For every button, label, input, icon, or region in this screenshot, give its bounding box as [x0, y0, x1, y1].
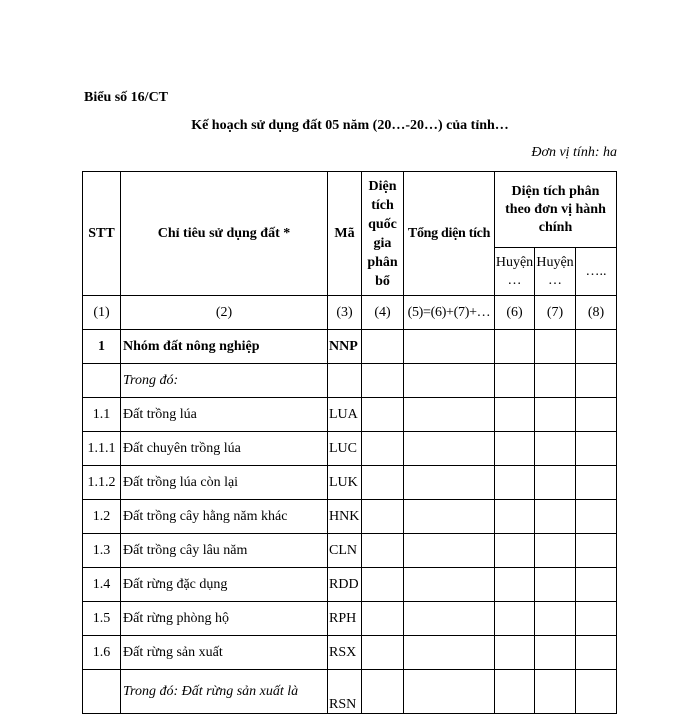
row-indicator: Đất trồng lúa còn lại: [121, 466, 328, 500]
row-indicator: Đất trồng cây lâu năm: [121, 534, 328, 568]
empty-cell: [535, 534, 576, 568]
row-stt: 1: [83, 330, 121, 364]
empty-cell: [404, 602, 495, 636]
unit-note: Đơn vị tính: ha: [531, 145, 617, 160]
empty-cell: [404, 534, 495, 568]
row-code: LUA: [328, 398, 362, 432]
row-stt: 1.3: [83, 534, 121, 568]
empty-cell: [535, 364, 576, 398]
empty-cell: [495, 534, 535, 568]
row-code: HNK: [328, 500, 362, 534]
row-indicator: Nhóm đất nông nghiệp: [121, 330, 328, 364]
table-row: [83, 602, 617, 636]
row-code: LUK: [328, 466, 362, 500]
table-row: [83, 534, 617, 568]
column-number: (3): [328, 296, 362, 330]
row-stt: 1.6: [83, 636, 121, 670]
empty-cell: [404, 568, 495, 602]
row-indicator: Đất trồng lúa: [121, 398, 328, 432]
empty-cell: [535, 432, 576, 466]
empty-cell: [576, 398, 617, 432]
empty-cell: [535, 330, 576, 364]
table-row: [83, 670, 617, 714]
empty-cell: [576, 636, 617, 670]
row-indicator: Trong đó:: [121, 364, 328, 398]
column-number: (4): [362, 296, 404, 330]
land-use-table: [82, 171, 617, 714]
empty-cell: [576, 330, 617, 364]
empty-cell: [495, 636, 535, 670]
row-indicator: Đất trồng cây hằng năm khác: [121, 500, 328, 534]
column-number-row: [83, 296, 617, 330]
empty-cell: [362, 670, 404, 714]
table-row: [83, 398, 617, 432]
empty-cell: [404, 636, 495, 670]
row-indicator: Đất chuyên trồng lúa: [121, 432, 328, 466]
empty-cell: [495, 330, 535, 364]
empty-cell: [576, 432, 617, 466]
header-district-1: Huyện …: [495, 248, 535, 296]
empty-cell: [495, 568, 535, 602]
empty-cell: [495, 602, 535, 636]
column-number: (6): [495, 296, 535, 330]
empty-cell: [404, 500, 495, 534]
row-stt: 1.1.2: [83, 466, 121, 500]
empty-cell: [404, 466, 495, 500]
row-indicator: Đất rừng phòng hộ: [121, 602, 328, 636]
header-code: Mã: [328, 172, 362, 296]
empty-cell: [362, 398, 404, 432]
empty-cell: [362, 636, 404, 670]
empty-cell: [576, 568, 617, 602]
column-number: (2): [121, 296, 328, 330]
empty-cell: [362, 330, 404, 364]
empty-cell: [362, 602, 404, 636]
empty-cell: [495, 500, 535, 534]
empty-cell: [362, 364, 404, 398]
empty-cell: [362, 466, 404, 500]
empty-cell: [362, 500, 404, 534]
table-row: [83, 500, 617, 534]
empty-cell: [495, 398, 535, 432]
row-code: RPH: [328, 602, 362, 636]
header-district-2: Huyện …: [535, 248, 576, 296]
empty-cell: [576, 534, 617, 568]
empty-cell: [495, 432, 535, 466]
column-number: (7): [535, 296, 576, 330]
row-indicator: Đất rừng đặc dụng: [121, 568, 328, 602]
empty-cell: [495, 670, 535, 714]
column-number: (1): [83, 296, 121, 330]
row-code: RSN: [328, 670, 362, 714]
row-indicator: Trong đó: Đất rừng sản xuất là: [121, 670, 328, 714]
empty-cell: [576, 670, 617, 714]
empty-cell: [362, 534, 404, 568]
empty-cell: [576, 466, 617, 500]
row-code: RDD: [328, 568, 362, 602]
row-code: LUC: [328, 432, 362, 466]
empty-cell: [576, 364, 617, 398]
empty-cell: [362, 568, 404, 602]
header-stt: STT: [83, 172, 121, 296]
row-code: CLN: [328, 534, 362, 568]
empty-cell: [535, 568, 576, 602]
table-row: [83, 568, 617, 602]
table-row: [83, 466, 617, 500]
form-code: Biểu số 16/CT: [84, 90, 169, 105]
row-stt: 1.5: [83, 602, 121, 636]
row-indicator: Đất rừng sản xuất: [121, 636, 328, 670]
row-stt: 1.4: [83, 568, 121, 602]
empty-cell: [535, 670, 576, 714]
header-admin-group: Diện tích phân theo đơn vị hành chính: [495, 172, 617, 248]
row-code: RSX: [328, 636, 362, 670]
header-indicator: Chỉ tiêu sử dụng đất *: [121, 172, 328, 296]
empty-cell: [535, 500, 576, 534]
empty-cell: [576, 602, 617, 636]
row-stt: 1.1: [83, 398, 121, 432]
column-number: (5)=(6)+(7)+…: [404, 296, 495, 330]
row-stt: [83, 364, 121, 398]
header-more: …..: [576, 248, 617, 296]
empty-cell: [404, 330, 495, 364]
column-number: (8): [576, 296, 617, 330]
row-stt: 1.1.1: [83, 432, 121, 466]
table-row: [83, 330, 617, 364]
row-stt: 1.2: [83, 500, 121, 534]
row-code: [328, 364, 362, 398]
table-row: [83, 636, 617, 670]
empty-cell: [495, 466, 535, 500]
empty-cell: [404, 398, 495, 432]
empty-cell: [362, 432, 404, 466]
empty-cell: [495, 364, 535, 398]
header-national-allocation: Diện tích quốc gia phân bổ: [362, 172, 404, 296]
empty-cell: [404, 364, 495, 398]
empty-cell: [535, 466, 576, 500]
table-row: [83, 432, 617, 466]
header-total-area: Tổng diện tích: [404, 172, 495, 296]
empty-cell: [404, 432, 495, 466]
table-row: [83, 364, 617, 398]
empty-cell: [576, 500, 617, 534]
empty-cell: [404, 670, 495, 714]
document-title: Kế hoạch sử dụng đất 05 năm (20…-20…) của tỉnh…: [191, 118, 509, 133]
empty-cell: [535, 602, 576, 636]
row-code: NNP: [328, 330, 362, 364]
empty-cell: [535, 636, 576, 670]
row-stt: [83, 670, 121, 714]
empty-cell: [535, 398, 576, 432]
